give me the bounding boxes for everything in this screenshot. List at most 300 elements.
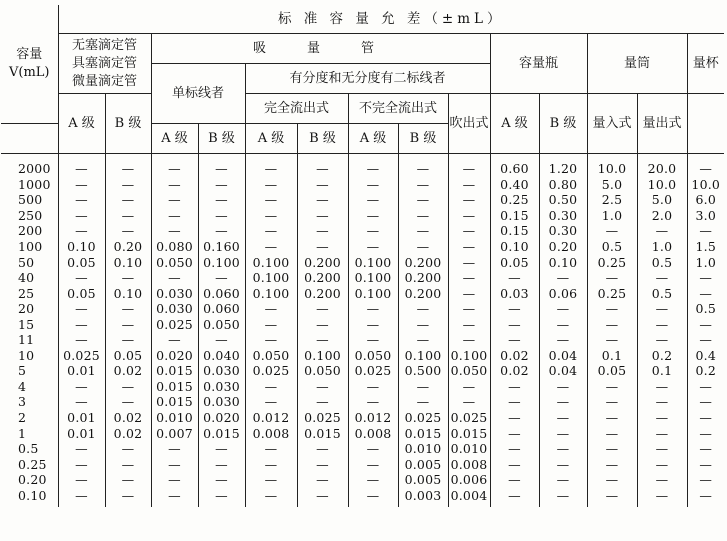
tolerance-cell: — — [490, 425, 539, 441]
tolerance-cell: 0.80 — [539, 177, 587, 193]
burette-grade-a: A 级 — [58, 94, 105, 154]
tolerance-cell: — — [297, 441, 348, 457]
tolerance-cell: 0.025 — [151, 316, 198, 332]
tolerance-cell: — — [398, 208, 448, 224]
tolerance-cell: 0.05 — [58, 254, 105, 270]
tolerance-cell: — — [245, 154, 297, 177]
tolerance-cell: — — [105, 379, 151, 395]
tolerance-cell: 0.025 — [448, 410, 490, 426]
tolerance-cell: 0.060 — [198, 285, 245, 301]
tolerance-cell: — — [637, 316, 687, 332]
tolerance-cell: 0.500 — [398, 363, 448, 379]
tolerance-cell: — — [448, 223, 490, 239]
tolerance-cell: — — [637, 332, 687, 348]
tolerance-cell: 0.160 — [198, 239, 245, 255]
tolerance-cell: — — [348, 208, 398, 224]
tolerance-cell: 0.050 — [198, 316, 245, 332]
tolerance-cell: — — [348, 316, 398, 332]
table-row — [1, 348, 724, 364]
tolerance-cell: 0.1 — [587, 348, 637, 364]
tolerance-cell: — — [448, 154, 490, 177]
tolerance-cell: — — [448, 301, 490, 317]
tolerance-cell: — — [105, 192, 151, 208]
tolerance-cell: — — [490, 472, 539, 488]
tolerance-cell: — — [687, 487, 724, 507]
single-mark-grade-a: A 级 — [151, 124, 198, 154]
tolerance-cell: 0.200 — [398, 285, 448, 301]
tolerance-cell: 0.008 — [245, 425, 297, 441]
tolerance-cell: — — [58, 223, 105, 239]
capacity-cell: 500 — [1, 192, 58, 208]
table-row — [1, 394, 724, 410]
tolerance-cell: — — [490, 441, 539, 457]
tolerance-cell: — — [539, 425, 587, 441]
tolerance-cell: — — [490, 270, 539, 286]
tolerance-cell: 0.02 — [490, 348, 539, 364]
burette-type-2: 具塞滴定管 — [71, 55, 137, 71]
tolerance-cell: 0.007 — [151, 425, 198, 441]
tolerance-cell: — — [587, 410, 637, 426]
table-row — [1, 223, 724, 239]
tolerance-cell: — — [58, 379, 105, 395]
tolerance-cell: — — [245, 177, 297, 193]
tolerance-cell: — — [448, 332, 490, 348]
tolerance-cell: 0.4 — [687, 348, 724, 364]
capacity-cell: 10 — [1, 348, 58, 364]
capacity-cell: 1 — [1, 425, 58, 441]
tolerance-cell: 0.008 — [448, 456, 490, 472]
tolerance-cell: 0.03 — [490, 285, 539, 301]
tolerance-cell: 0.100 — [448, 348, 490, 364]
tolerance-cell: 0.01 — [58, 425, 105, 441]
tolerance-cell: — — [348, 177, 398, 193]
tolerance-cell: — — [151, 208, 198, 224]
tolerance-cell: 0.2 — [687, 363, 724, 379]
tolerance-cell: 0.030 — [151, 285, 198, 301]
tolerance-cell: 0.015 — [151, 379, 198, 395]
tolerance-cell: — — [105, 270, 151, 286]
tolerance-cell: — — [198, 487, 245, 507]
tolerance-cell: — — [637, 379, 687, 395]
tolerance-cell: — — [348, 192, 398, 208]
tolerance-cell: 1.0 — [637, 239, 687, 255]
cylinder-out-type: 量出式 — [637, 94, 687, 154]
tolerance-cell: — — [637, 394, 687, 410]
tolerance-cell: — — [297, 379, 348, 395]
table-row — [1, 177, 724, 193]
tolerance-cell: — — [448, 177, 490, 193]
capacity-label: 容量 — [16, 47, 43, 62]
tolerance-cell: — — [58, 456, 105, 472]
capacity-cell: 15 — [1, 316, 58, 332]
table-row — [1, 410, 724, 426]
tolerance-cell: — — [587, 394, 637, 410]
tolerance-cell: — — [587, 223, 637, 239]
tolerance-cell: — — [297, 154, 348, 177]
tolerance-cell: — — [245, 192, 297, 208]
tolerance-cell: — — [448, 379, 490, 395]
table-row — [1, 254, 724, 270]
tolerance-cell: 0.200 — [297, 254, 348, 270]
capacity-cell: 11 — [1, 332, 58, 348]
tolerance-cell: — — [587, 270, 637, 286]
tolerance-cell: — — [490, 487, 539, 507]
tolerance-cell: — — [58, 441, 105, 457]
blow-out-header: 吹出式 — [448, 94, 490, 154]
tolerance-cell: — — [105, 456, 151, 472]
table-row — [1, 154, 724, 177]
table-row — [1, 472, 724, 488]
tolerance-cell: 0.02 — [105, 425, 151, 441]
tolerance-cell: — — [637, 487, 687, 507]
flask-grade-a: A 级 — [490, 94, 539, 154]
tolerance-cell: — — [587, 441, 637, 457]
tolerance-cell: — — [245, 223, 297, 239]
tolerance-cell: — — [297, 394, 348, 410]
tolerance-cell: 0.015 — [398, 425, 448, 441]
tolerance-cell: — — [348, 441, 398, 457]
tolerance-cell: — — [297, 208, 348, 224]
table-row — [1, 379, 724, 395]
tolerance-cell: — — [398, 316, 448, 332]
capacity-cell: 40 — [1, 270, 58, 286]
tolerance-cell: — — [637, 301, 687, 317]
tolerance-cell: — — [105, 154, 151, 177]
tolerance-cell: 0.015 — [151, 394, 198, 410]
tolerance-cell: 2.0 — [637, 208, 687, 224]
tolerance-cell: — — [297, 239, 348, 255]
tolerance-cell: — — [105, 332, 151, 348]
tolerance-cell: — — [448, 192, 490, 208]
tolerance-cell: 0.5 — [687, 301, 724, 317]
tolerance-cell: 0.015 — [297, 425, 348, 441]
pipette-header: 吸 量 管 — [151, 34, 490, 64]
tolerance-cell: 0.003 — [398, 487, 448, 507]
tolerance-cell: — — [687, 223, 724, 239]
tolerance-cell: — — [587, 332, 637, 348]
tolerance-cell: 0.025 — [348, 363, 398, 379]
tolerance-cell: 0.050 — [297, 363, 348, 379]
tolerance-cell: — — [151, 441, 198, 457]
tolerance-cell: 0.15 — [490, 208, 539, 224]
tolerance-cell: — — [490, 301, 539, 317]
capacity-cell: 0.20 — [1, 472, 58, 488]
tolerance-cell: 0.02 — [490, 363, 539, 379]
tolerance-cell: — — [245, 332, 297, 348]
tolerance-cell: 0.30 — [539, 208, 587, 224]
tolerance-cell: 0.04 — [539, 363, 587, 379]
tolerance-cell: 0.004 — [448, 487, 490, 507]
tolerance-cell: 1.0 — [687, 254, 724, 270]
tolerance-cell: — — [398, 379, 448, 395]
tolerance-cell: — — [58, 394, 105, 410]
tolerance-cell: — — [490, 410, 539, 426]
tolerance-cell: 0.100 — [348, 285, 398, 301]
capacity-cell: 5 — [1, 363, 58, 379]
full-flow-grade-a: A 级 — [245, 124, 297, 154]
tolerance-cell: 0.100 — [348, 254, 398, 270]
cylinder-header: 量筒 — [587, 34, 687, 94]
tolerance-cell: — — [687, 472, 724, 488]
capacity-cell: 0.5 — [1, 441, 58, 457]
tolerance-cell: — — [297, 301, 348, 317]
tolerance-cell: 0.030 — [151, 301, 198, 317]
flask-grade-b: B 级 — [539, 94, 587, 154]
table-row — [1, 208, 724, 224]
tolerance-cell: — — [297, 472, 348, 488]
burette-grade-b: B 级 — [105, 94, 151, 154]
tolerance-cell: — — [245, 316, 297, 332]
flask-header: 容量瓶 — [490, 34, 587, 94]
tolerance-cell: — — [398, 192, 448, 208]
tolerance-cell: — — [637, 410, 687, 426]
tolerance-cell: — — [151, 456, 198, 472]
tolerance-cell: — — [398, 154, 448, 177]
tolerance-cell: — — [198, 441, 245, 457]
tolerance-cell: — — [105, 316, 151, 332]
tolerance-cell: — — [687, 316, 724, 332]
tolerance-cell: — — [448, 208, 490, 224]
tolerance-cell: — — [490, 394, 539, 410]
tolerance-cell: — — [398, 177, 448, 193]
tolerance-cell: 0.05 — [105, 348, 151, 364]
table-row — [1, 316, 724, 332]
tolerance-cell: — — [637, 270, 687, 286]
capacity-cell: 50 — [1, 254, 58, 270]
tolerance-cell: — — [198, 332, 245, 348]
burette-header — [58, 34, 151, 94]
capacity-cell: 0.10 — [1, 487, 58, 507]
tolerance-cell: — — [637, 425, 687, 441]
tolerance-cell: — — [245, 456, 297, 472]
tolerance-cell: — — [348, 394, 398, 410]
tolerance-cell: — — [245, 379, 297, 395]
tolerance-cell: 0.10 — [58, 239, 105, 255]
tolerance-cell: — — [348, 472, 398, 488]
tolerance-cell: — — [398, 239, 448, 255]
tolerance-cell: 0.025 — [398, 410, 448, 426]
tolerance-cell: 0.30 — [539, 223, 587, 239]
tolerance-cell: 3.0 — [687, 208, 724, 224]
tolerance-cell: — — [687, 285, 724, 301]
cylinder-in-type: 量入式 — [587, 94, 637, 154]
table-row — [1, 301, 724, 317]
tolerance-cell: — — [297, 316, 348, 332]
tolerance-cell: 0.025 — [58, 348, 105, 364]
tolerance-cell: — — [151, 472, 198, 488]
tolerance-cell: — — [151, 223, 198, 239]
tolerance-cell: 0.05 — [490, 254, 539, 270]
tolerance-cell: 0.100 — [348, 270, 398, 286]
tolerance-cell: 0.050 — [448, 363, 490, 379]
tolerance-cell: — — [539, 332, 587, 348]
table-row — [1, 239, 724, 255]
cup-header: 量杯 — [687, 34, 724, 94]
tolerance-cell: 10.0 — [637, 177, 687, 193]
tolerance-cell: — — [539, 410, 587, 426]
tolerance-cell: — — [151, 154, 198, 177]
tolerance-cell: — — [687, 332, 724, 348]
tolerance-cell: 0.030 — [198, 394, 245, 410]
tolerance-cell: 0.200 — [297, 285, 348, 301]
tolerance-cell: — — [105, 208, 151, 224]
tolerance-cell: 10.0 — [687, 177, 724, 193]
tolerance-cell: 0.006 — [448, 472, 490, 488]
tolerance-cell: — — [198, 270, 245, 286]
tolerance-cell: 0.20 — [105, 239, 151, 255]
tolerance-cell: 0.2 — [637, 348, 687, 364]
tolerance-cell: 0.020 — [151, 348, 198, 364]
tolerance-cell: 0.200 — [398, 270, 448, 286]
tolerance-cell: — — [198, 472, 245, 488]
tolerance-cell: 0.005 — [398, 472, 448, 488]
tolerance-cell: — — [587, 425, 637, 441]
tolerance-cell: 0.040 — [198, 348, 245, 364]
tolerance-cell: — — [637, 441, 687, 457]
tolerance-cell: 0.200 — [297, 270, 348, 286]
tolerance-cell: 0.100 — [245, 285, 297, 301]
tolerance-cell: 0.10 — [105, 285, 151, 301]
tolerance-cell: 0.5 — [587, 239, 637, 255]
tolerance-cell: — — [348, 456, 398, 472]
tolerance-cell: 0.06 — [539, 285, 587, 301]
tolerance-cell: 0.100 — [245, 270, 297, 286]
tolerance-cell: 0.25 — [587, 254, 637, 270]
tolerance-cell: — — [245, 487, 297, 507]
tolerance-cell: 0.025 — [297, 410, 348, 426]
tolerance-cell: — — [448, 285, 490, 301]
tolerance-cell: — — [687, 410, 724, 426]
tolerance-cell: 0.02 — [105, 363, 151, 379]
tolerance-cell: — — [637, 472, 687, 488]
tolerance-cell: 0.030 — [198, 363, 245, 379]
tolerance-cell: — — [105, 441, 151, 457]
tolerance-cell: — — [58, 487, 105, 507]
tolerance-cell: 0.10 — [539, 254, 587, 270]
tolerance-cell: — — [490, 332, 539, 348]
capacity-unit-label: V(mL) — [9, 65, 50, 80]
tolerance-cell: — — [198, 456, 245, 472]
tolerance-cell: 0.50 — [539, 192, 587, 208]
tolerance-cell: 0.100 — [198, 254, 245, 270]
tolerance-cell: — — [348, 332, 398, 348]
tolerance-cell: — — [587, 487, 637, 507]
table-row — [1, 192, 724, 208]
tolerance-cell: — — [687, 379, 724, 395]
tolerance-cell: — — [105, 487, 151, 507]
tolerance-cell: — — [245, 301, 297, 317]
tolerance-cell: — — [245, 394, 297, 410]
tolerance-cell: 0.1 — [637, 363, 687, 379]
tolerance-cell: — — [297, 177, 348, 193]
tolerance-cell: — — [348, 487, 398, 507]
capacity-cell: 2000 — [1, 154, 58, 177]
tolerance-cell: — — [105, 472, 151, 488]
tolerance-cell: — — [245, 239, 297, 255]
tolerance-cell: — — [539, 394, 587, 410]
tolerance-cell: 0.01 — [58, 363, 105, 379]
tolerance-cell: — — [58, 192, 105, 208]
tolerance-cell: — — [539, 472, 587, 488]
volume-tolerance-table — [1, 5, 724, 507]
tolerance-cell: — — [448, 394, 490, 410]
capacity-cell: 3 — [1, 394, 58, 410]
tolerance-cell: — — [58, 301, 105, 317]
tolerance-cell: — — [687, 154, 724, 177]
capacity-cell: 2 — [1, 410, 58, 426]
tolerance-cell: 0.005 — [398, 456, 448, 472]
tolerance-cell: 0.5 — [637, 254, 687, 270]
tolerance-cell: — — [448, 316, 490, 332]
tolerance-cell: 1.5 — [687, 239, 724, 255]
tolerance-cell: 0.012 — [245, 410, 297, 426]
tolerance-cell: 0.020 — [198, 410, 245, 426]
partial-flow-header: 不完全流出式 — [348, 94, 448, 124]
table-title: 标 准 容 量 允 差（±mL） — [58, 5, 724, 34]
tolerance-cell: 0.080 — [151, 239, 198, 255]
tolerance-cell: 0.050 — [245, 348, 297, 364]
tolerance-cell: — — [245, 472, 297, 488]
tolerance-cell: — — [687, 425, 724, 441]
capacity-cell: 25 — [1, 285, 58, 301]
full-flow-header: 完全流出式 — [245, 94, 348, 124]
tolerance-cell: — — [490, 456, 539, 472]
tolerance-cell: — — [198, 154, 245, 177]
table-row — [1, 425, 724, 441]
tolerance-cell: — — [245, 208, 297, 224]
partial-flow-grade-a: A 级 — [348, 124, 398, 154]
table-row — [1, 285, 724, 301]
tolerance-cell: 0.200 — [398, 254, 448, 270]
tolerance-cell: 1.0 — [587, 208, 637, 224]
tolerance-cell: — — [151, 270, 198, 286]
table-row — [1, 441, 724, 457]
tolerance-cell: 0.010 — [448, 441, 490, 457]
tolerance-cell: 0.10 — [105, 254, 151, 270]
tolerance-cell: — — [58, 177, 105, 193]
tolerance-cell: — — [245, 441, 297, 457]
tolerance-cell: — — [587, 301, 637, 317]
tolerance-cell: 0.025 — [245, 363, 297, 379]
partial-flow-grade-b: B 级 — [398, 124, 448, 154]
tolerance-cell: 0.100 — [245, 254, 297, 270]
tolerance-cell: — — [348, 301, 398, 317]
tolerance-cell: — — [105, 301, 151, 317]
tolerance-cell: — — [687, 441, 724, 457]
capacity-cell: 250 — [1, 208, 58, 224]
table-row — [1, 363, 724, 379]
tolerance-cell: 0.030 — [198, 379, 245, 395]
tolerance-cell: 0.010 — [398, 441, 448, 457]
tolerance-cell: — — [198, 192, 245, 208]
tolerance-cell: 6.0 — [687, 192, 724, 208]
tolerance-cell: 0.5 — [637, 285, 687, 301]
tolerance-cell: — — [448, 270, 490, 286]
tolerance-cell: 0.15 — [490, 223, 539, 239]
capacity-cell: 100 — [1, 239, 58, 255]
full-flow-grade-b: B 级 — [297, 124, 348, 154]
tolerance-cell: — — [297, 192, 348, 208]
tolerance-cell: — — [448, 254, 490, 270]
table-row — [1, 270, 724, 286]
tolerance-cell: 0.012 — [348, 410, 398, 426]
tolerance-cell: 0.02 — [105, 410, 151, 426]
tolerance-cell: — — [198, 223, 245, 239]
tolerance-cell: — — [151, 332, 198, 348]
tolerance-cell: 0.050 — [151, 254, 198, 270]
tolerance-cell: — — [637, 456, 687, 472]
tolerance-cell: — — [297, 332, 348, 348]
